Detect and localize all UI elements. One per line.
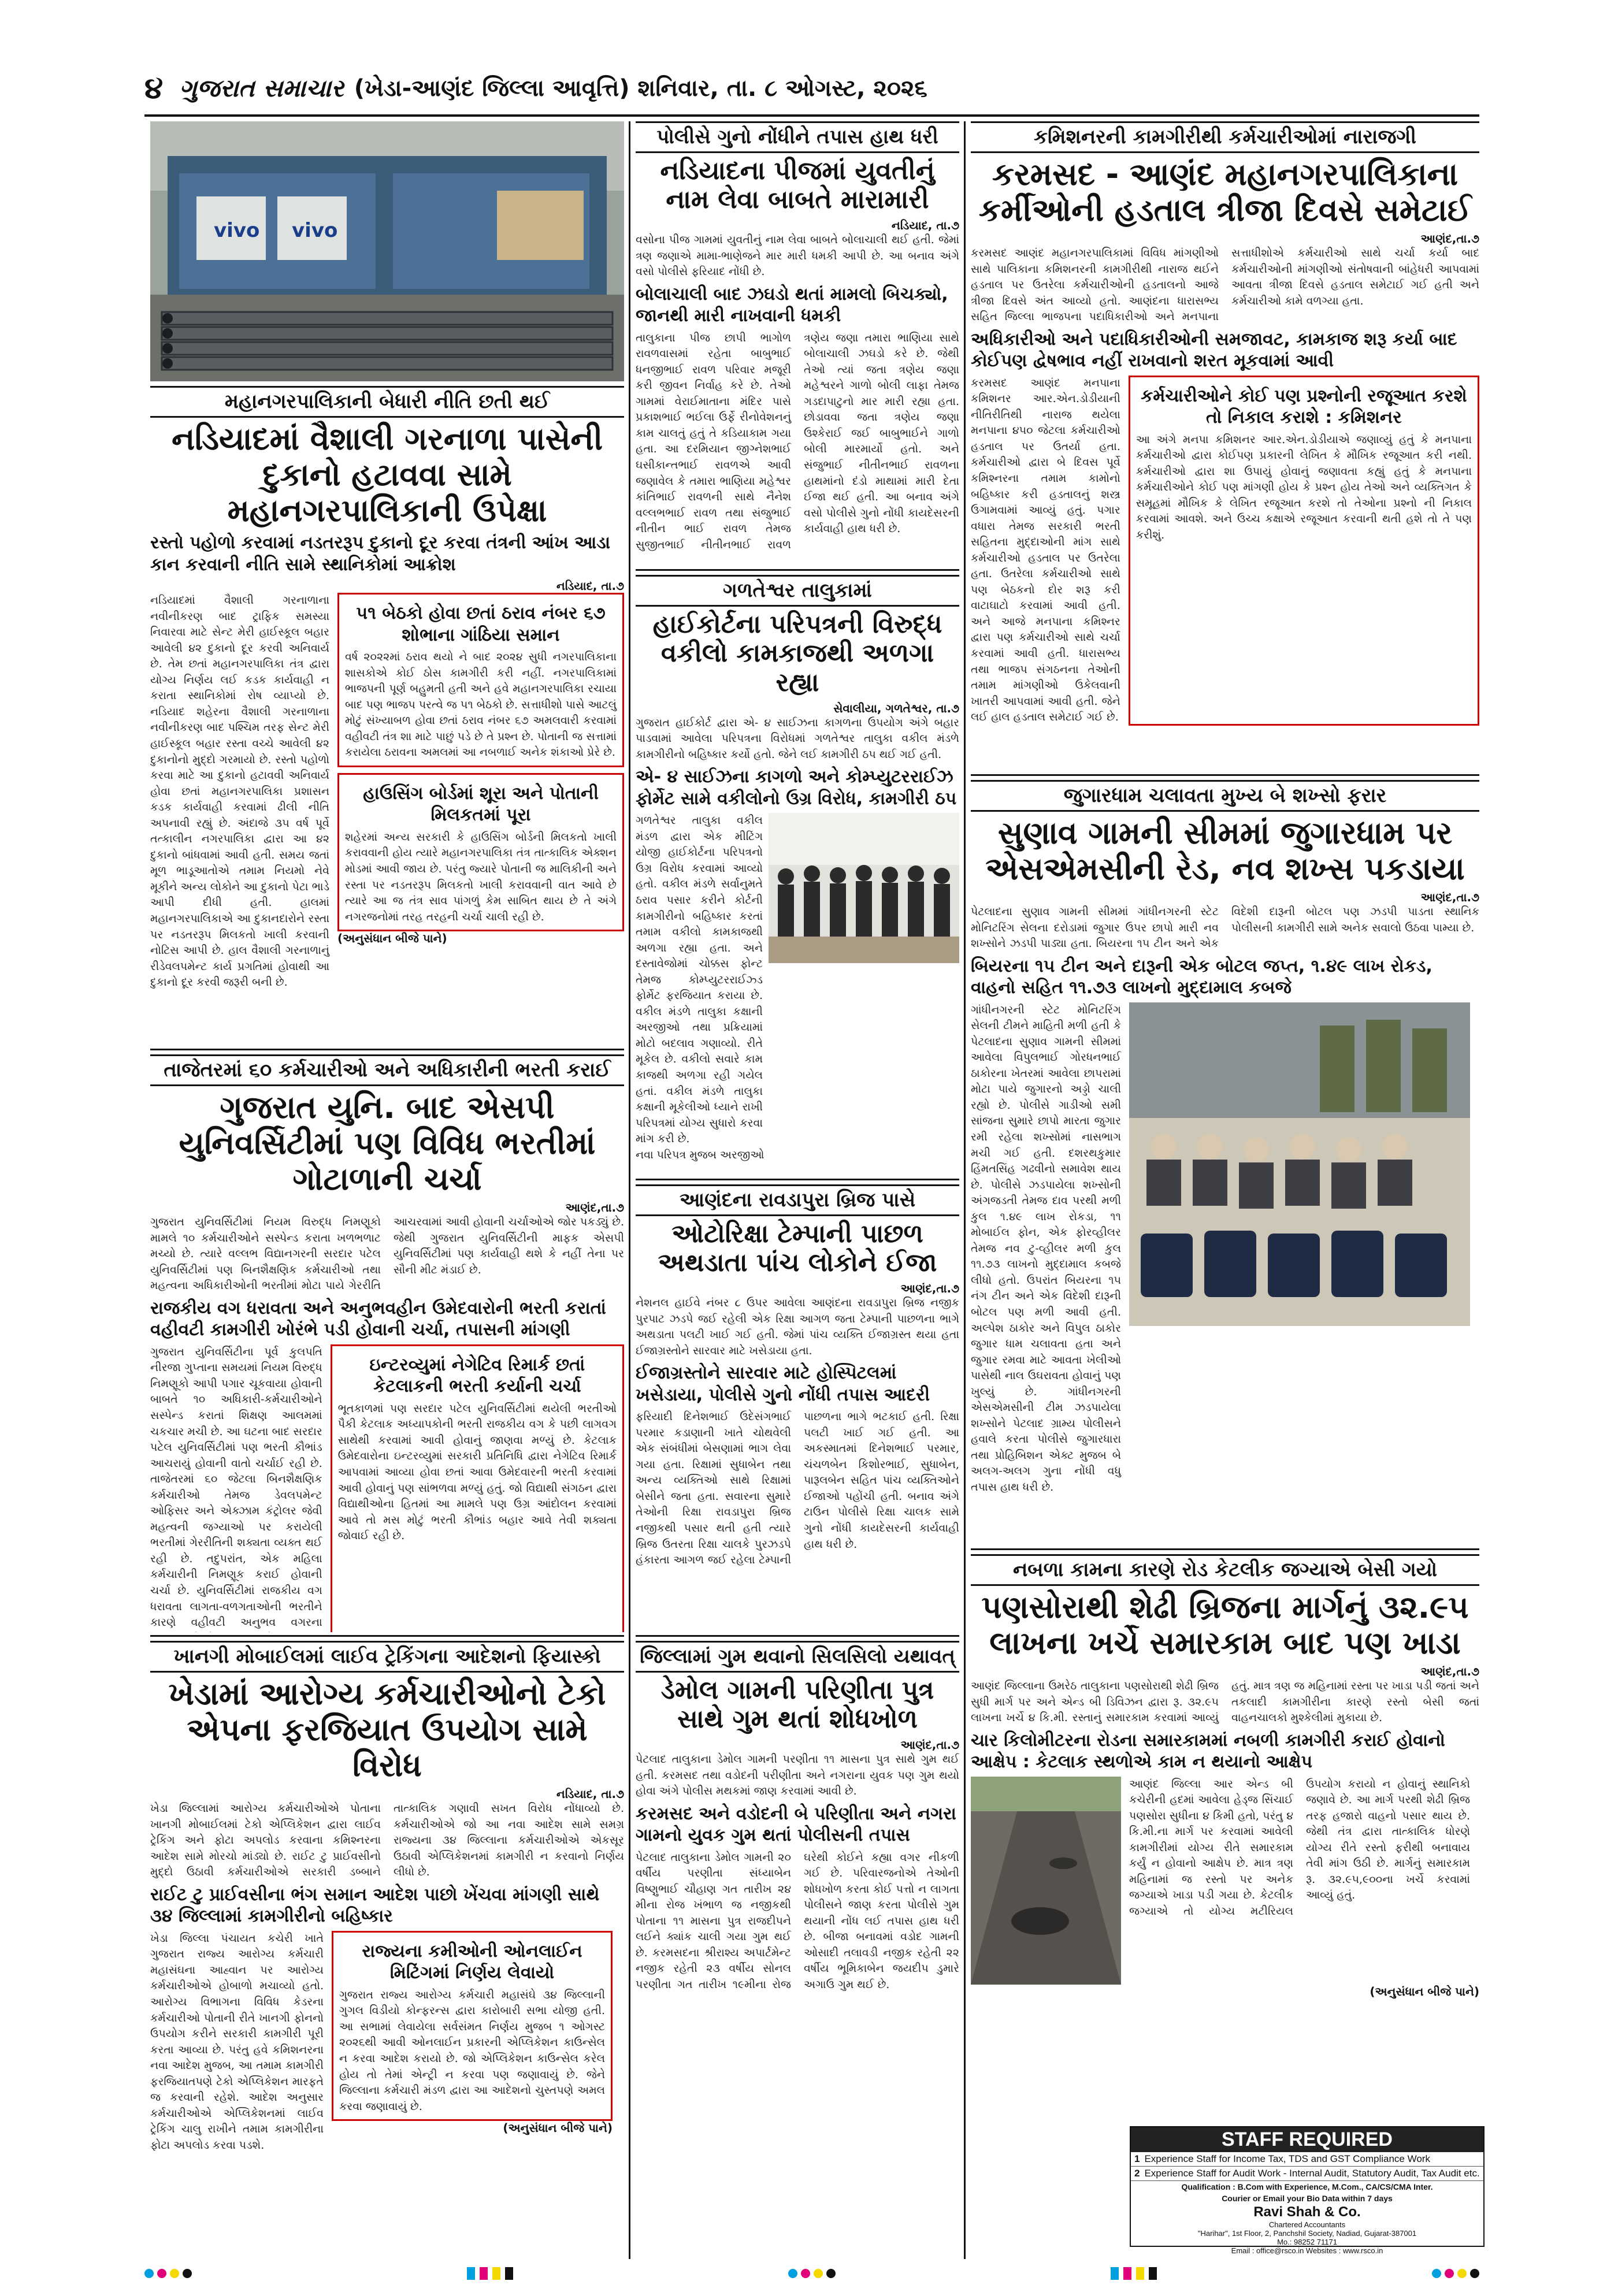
box-headline: ઇન્ટરવ્યુમાં નેગેટિવ રિમાર્ક છતાં કેટલાકની ભરતી કર્યાની ચર્ચા (369, 1354, 585, 1397)
vivo-sign: vivo (214, 219, 260, 242)
subheadline: રાજકીય વગ ધરાવતા અને અનુભવહીન ઉમેદવારોની ભરતી કરાતાં વહીવટી કામગીરી ખોરંભે પડી હોવાની ચર્ચા, તપાસની માંગણી (150, 1298, 606, 1340)
headline: નડિયાદના પીજમાં યુવતીનું નામ લેવા બાબતે મારામારી (660, 155, 935, 215)
article-lawyers-boycott (636, 575, 959, 1176)
black-bar-icon (1149, 2267, 1157, 2280)
kicker: જિલ્લામાં ગુમ થવાનો સિલસિલો યથાવત્ (636, 1641, 959, 1673)
black-dot-icon (183, 2269, 192, 2278)
article-body: ફરિયાદી દિનેશભાઈ ઉદેસંગભાઈ પરમાર કડાણાની ખાતે ચોથવેલી એક સંબંધીમાં બેસણામાં ભાગ લેવા ગયા હતા. રિક્ષામાં સુધાબેન તથા અન્ય વ્યક્તિઓ સાથે રિક્ષામાં બેસીને જતા હતા. સવારના સુમારે તેઓની રિક્ષા રાવડાપુરા બ્રિજ નજીકથી પસાર થતી હતી ત્યારે બ્રિજ ઉતરતા રિક્ષા ચાલકે પુરઝડપે હંકારતા આગળ જઈ રહેલા ટેમ્પાની પાછળના ભાગે ભટકાઈ હતી. રિક્ષા પલટી ખાઈ ગઈ હતી. આ અકસ્માતમાં દિનેશભાઈ પરમાર, ચંચળબેન કિશોરભાઈ, સુધાબેન, પારૂલબેન સહિત પાંચ વ્યક્તિઓને ઈજાઓ પહોંચી હતી. બનાવ અંગે ટાઉન પોલીસે રિક્ષા ચાલક સામે ગુનો નોંધી કાયદેસરની કાર્યવાહી હાથ ધરી છે. (636, 1410, 959, 1567)
article-body: ગુજરાત યુનિવર્સિટીમાં નિયમ વિરુદ્ધ નિમણૂકો મામલે ૧૦ કર્મચારીઓને સસ્પેન્ડ કરાતા ખળભળાટ મચ્યો છે. ત્યારે વલ્લભ વિદ્યાનગરની સરદાર પટેલ યુનિવર્સિટીમાં પણ બિનશૈક્ષણિક કર્મચારીઓ તથા મહત્વના અધિકારીઓની ભરતીમાં મોટા પાયે ગેરરીતિ આચરવામાં આવી હોવાની ચર્ચાઓએ જોર પકડ્યું છે. જેથી ગુજરાત યુનિવર્સિટીની માફક એસપી યુનિવર્સિટીમાં પણ કાર્યવાહી થશે કે નહીં તેના પર સૌની મીટ મંડાઈ છે. (150, 1216, 624, 1292)
kicker: કમિશનરની કામગીરીથી કર્મચારીઓમાં નારાજગી (971, 121, 1479, 153)
ad-item-text: Experience Staff for Income Tax, TDS and GST Compliance Work (1144, 2153, 1430, 2164)
lawyers-photo-image (769, 813, 959, 963)
ad-item-text: Experience Staff for Audit Work - Internal Audit, Statutory Audit, Tax Audit etc. (1144, 2168, 1480, 2179)
magenta-bar-icon (1123, 2267, 1131, 2280)
registration-bars (466, 2267, 514, 2280)
article-body: નેશનલ હાઈવે નંબર ૮ ઉપર આવેલા આણંદના રાવડાપુરા બ્રિજ નજીક પુરપાટ ઝડપે જઈ રહેલી એક રિક્ષા આગળ જતા ટેમ્પાની પાછળના ભાગે અથડાતા પલટી ખાઈ ગઈ હતી. જેમાં પાંચ વ્યક્તિ ઈજાગ્રસ્ત થયા હતા ઈજાગ્રસ્તોને સારવાર માટે ખસેડાયા હતા. (636, 1296, 959, 1357)
column-divider (629, 121, 630, 2259)
section-divider (636, 1635, 959, 1637)
article-strike-ends (971, 121, 1479, 771)
lawyers-photo (769, 813, 959, 963)
article-body: પેટલાદ તાલુકાના ડેમોલ ગામની પરણીતા ૧૧ માસના પુત્ર સાથે ગુમ થઈ હતી. કરમસદ તથા વડોદની પરીણીતા અને નગરાના યુવક પણ ગુમ થયો હોવા અંગે પોલીસ મથકમાં જાણ કરવામાં આવી છે. (636, 1752, 959, 1798)
dateline: આણંદ,તા.૭ (900, 1737, 959, 1752)
article-body-end: નવા પરિપત્ર મુજબ અરજીઓ (636, 1148, 765, 1161)
raid-photo-image (1129, 1002, 1470, 1326)
raid-photo (1129, 1002, 1470, 1326)
article-rickshaw-accident (636, 1184, 959, 1635)
kicker: જુગારધામ ચલાવતા મુખ્ય બે શખ્સો ફરાર (971, 780, 1479, 812)
subheadline: બોલાચાલી બાદ ઝઘડો થતાં મામલો બિચક્યો, જાનથી મારી નાખવાની ધમકી (636, 284, 948, 326)
registration-dots (1432, 2269, 1479, 2278)
section-divider (150, 1635, 624, 1637)
ad-item-number: 1 (1134, 2153, 1140, 2164)
headline: સુણાવ ગામની સીમમાં જુગારધામ પર એસએમસીની રેડ, નવ શખ્સ પકડાયા (985, 814, 1465, 887)
ad-courier-note: Courier or Email your Bio Data within 7 days (1222, 2194, 1393, 2203)
ad-qualification: Qualification : B.Com with Experience, M.Com., CA/CS/CMA Inter. (1181, 2182, 1433, 2191)
box-headline: ૫૧ બેઠકો હોવા છતાં ઠરાવ નંબર ૬૭ શોભાના ગાંઠિયા સમાન (356, 603, 606, 645)
ad-mobile: Mo.: 98252 71171 (1277, 2238, 1337, 2246)
registration-dots (144, 2269, 192, 2278)
cyan-dot-icon (1432, 2269, 1441, 2278)
headline: ઓટોરિક્ષા ટેમ્પાની પાછળ અથડાતા પાંચ લોકોને ઈજા (658, 1218, 937, 1278)
box-body: શહેરમાં અન્ય સરકારી કે હાઉસિંગ બોર્ડની મિલકતો ખાલી કરાવવાની હોય ત્યારે મહાનગરપાલિકા તંત્ર તાત્કાલિક એક્શન મોડમાં આવી જાય છે. પરંતુ જ્યારે પોતાની જ માલિકીની અને રસ્તા પર નડતરરૂપ મિલકતો ખાલી કરાવવાની વાત આવે છે ત્યારે આ જ તંત્ર સાવ પાંગળું કેમ સાબિત થાય છે તે અંગે નગરજનોમાં તરહ તરહની ચર્ચા ચાલી રહી છે. (345, 830, 617, 923)
headline: નડિયાદમાં વૈશાલી ગરનાળા પાસેની દુકાનો હટાવવા સામે મહાનગરપાલિકાની ઉપેક્ષા (171, 420, 603, 529)
dateline: નડિયાદ, તા.૭ (556, 579, 624, 593)
box-body: વર્ષ ૨૦૨૨માં ઠરાવ થયો ને બાદ ૨૦૨૪ સુધી નગરપાલિકાના શાસકોએ કોઈ ઠોસ કામગીરી કરી નહીં. નગરપાલિકામાં ભાજપની પૂર્ણ બહુમતી હતી અને હવે મહાનગરપાલિકા રચાયા બાદ પણ ભાજપ પરત્વે જ ૫૧ બેઠકો છે. સત્તાધીશો પાસે આટલું મોટું સંખ્યાબળ હોવા છતાં ઠરાવ નંબર ૬૭ અમલવારી કરવામાં વહીવટી તંત્ર શા માટે પાછું પડે છે તે પ્રશ્ન છે. પોતાની જ સત્તામાં કરાયેલા ઠરાવના અમલમાં આ નબળાઈ અનેક શંકાઓ પ્રેરે છે. (345, 651, 617, 759)
section-divider (636, 1179, 959, 1180)
article-body: ગળતેશ્વર તાલુકા વકીલ મંડળ દ્વારા એક મીટિંગ યોજી હાઈકોર્ટના પરિપત્રનો ઉગ્ર વિરોધ કરવામાં આવ્યો હતો. વકીલ મંડળે સર્વાનુમતે ઠરાવ પસાર કરીને કોર્ટની કામગીરીનો બહિષ્કાર કરતાં તમામ વકીલો કામકાજથી અળગા રહ્યા હતા. અને દસ્તાવેજોમાં ચોક્કસ ફોન્ટ તેમજ કોમ્પ્યુટરરાઈઝ્ડ ફોર્મેટ ફરજિયાત કરાયા છે. વકીલ મંડળે તાલુકા કક્ષાની અરજીઓ તથા પ્રક્રિયામાં મોટો બદલાવ ગણાવ્યો. રીતે મૂકેલ છે. વકીલો સવારે કામ કાજથી અળગા રહી ગયેલ હતાં. વકીલ મંડળે તાલુકા કક્ષાની મૂકેલીઓ ધ્યાને રાખી પરિપત્રમાં યોગ્ય સુધારો કરવા માંગ કરી છે. (636, 814, 763, 1146)
yellow-bar-icon (1136, 2267, 1144, 2280)
vivo-sign: vivo (292, 219, 338, 242)
headline: કરમસદ - આણંદ મહાનગરપાલિકાના કર્મીઓની હડતાલ ત્રીજા દિવસે સમેટાઈ (978, 155, 1472, 228)
subheadline: રસ્તો પહોળો કરવામાં નડતરરૂપ દુકાનો દૂર કરવા તંત્રની આંખ આડા કાન કરવાની નીતિ સામે સ્થાનિકોમાં આક્રોશ (150, 533, 611, 575)
box-headline: રાજ્યના કમીઓની ઓનલાઈન મિટિંગમાં નિર્ણય લેવાયો (362, 1941, 582, 1983)
shops-photo (150, 121, 624, 381)
section-divider (971, 774, 1479, 776)
dateline: આણંદ,તા.૭ (1420, 1664, 1479, 1678)
article-body: આણંદ જિલ્લાના ઉમરેઠ તાલુકાના પણસોરાથી શેઢી બ્રિજ સુધી માર્ગ પર અને એન્ડ બી ડિવિઝન દ્વારા રૂ. ૩૨.૯૫ લાખના ખર્ચે ૪ કિ.મી. રસ્તાનું સમારકામ કરવામાં આવ્યું હતું. માત્ર ત્રણ જ મહિનામાં રસ્તા પર ખાડા પડી જતાં અને તકલાદી કામગીરીના કારણે રસ્તો બેસી જતાં વાહનચાલકો મુશ્કેલીમાં મુકાયા છે. (971, 1679, 1479, 1725)
edition-date: (ખેડા-આણંદ જિલ્લા આવૃત્તિ) શનિવાર, તા. ૮ ઓગસ્ટ, ૨૦૨૬ (354, 75, 927, 102)
article-road-potholes (971, 1554, 1479, 2123)
headline: પણસોરાથી શેઢી બ્રિજના માર્ગનું ૩૨.૯૫ લાખના ખર્ચે સમારકામ બાદ પણ ખાડા (981, 1588, 1469, 1661)
headline: ડેમોલ ગામની પરિણીતા પુત્ર સાથે ગુમ થતાં શોધખોળ (660, 1675, 934, 1734)
article-missing-persons (636, 1641, 959, 2259)
article-body: ખેડા જિલ્લા પંચાયત કચેરી ખાતે ગુજરાત રાજ્ય આરોગ્ય કર્મચારી મહાસંઘના આહ્વાન પર આરોગ્ય કર્મચારીઓએ હોબાળો મચાવ્યો હતો. આરોગ્ય વિભાગના વિવિધ કેડરના કર્મચારીઓ પોતાની રીતે ખાનગી ફોનનો ઉપયોગ કરીને સરકારી કામગીરી પૂરી કરતા આવ્યા છે. પરંતુ હવે કમિશનરના નવા આદેશ મુજબ, આ તમામ કામગીરી ફરજિયાતપણે ટેકો એપ્લિકેશન મારફતે જ કરવાની રહેશે. આદેશ અનુસાર કર્મચારીઓએ એપ્લિકેશનમાં લાઈવ ટ્રેકિંગ ચાલુ રાખીને તમામ કામગીરીના ફોટા અપલોડ કરવા પડશે. (150, 1931, 324, 2152)
subheadline: રાઈટ ટુ પ્રાઈવસીના ભંગ સમાન આદેશ પાછો ખેંચવા માંગણી સાથે ૩૪ જિલ્લામાં કામગીરીનો બહિષ્કાર (150, 1884, 600, 1927)
masthead-rule (144, 114, 1479, 117)
magenta-dot-icon (1445, 2269, 1454, 2278)
subheadline: બિયરના ૧૫ ટીન અને દારૂની એક બોટલ જપ્ત, ૧.૪૯ લાખ રોકડ, વાહનો સહિત ૧૧.૭૩ લાખનો મુદ્દામાલ કબજે (971, 956, 1433, 998)
article-body: ગાંધીનગરની સ્ટેટ મોનિટરિંગ સેલની ટીમને માહિતી મળી હતી કે પેટલાદના સુણાવ ગામની સીમમાં આવેલા વિપુલભાઈ ગોરધનભાઈ ઠાકોરના ખેતરમાં આવેલા છાપરામાં મોટા પાયે જુગારનો અડ્ડો ચાલી રહ્યો છે. પોલીસે ગાડીઓ સમી સાંજના સુમારે છાપો મારતા જુગાર રમી રહેલા શખ્સોમાં નાસભાગ મચી ગઈ હતી. દશરથકુમાર હિંમતસિંહ ગઢવીનો સમાવેશ થાય છે. પોલીસે ઝડપાયેલા શખ્સોની અંગજડતી તેમજ દાવ પરથી મળી કુલ ૧.૪૯ લાખ રોકડા, ૧૧ મોબાઈલ ફોન, એક ફોરવ્હીલર તેમજ નવ ટુ-વ્હીલર મળી કુલ ૧૧.૭૩ લાખનો મુદ્દામાલ કબજે લીધો હતો. ઉપરાંત બિયરના ૧૫ નંગ ટીન અને એક વિદેશી દારૂની બોટલ પણ મળી આવી હતી. અલ્પેશ ઠાકોર અને વિપુલ ઠાકોર જુગાર ધામ ચલાવતા હતા અને જુગાર રમવા માટે આવતા ખેલીઓ પાસેથી નાલ ઉઘરાવતા હોવાનું પણ ખુલ્યું છે. ગાંધીનગરની એસએમસીની ટીમ ઝડપાયેલા શખ્સોને પેટલાદ ગ્રામ્ય પોલીસને હવાલે કરતા પોલીસે જુગારધારા તથા પ્રોહિબિશન એક્ટ મુજબ બે અલગ-અલગ ગુના નોંધી વધુ તપાસ હાથ ધરી છે. (971, 1003, 1121, 1494)
ad-item (1131, 2152, 1483, 2167)
black-dot-icon (826, 2269, 836, 2278)
kicker: આણંદના રાવડાપુરા બ્રિજ પાસે (636, 1184, 959, 1216)
dateline: આણંદ,તા.૭ (900, 1281, 959, 1295)
magenta-dot-icon (157, 2269, 166, 2278)
magenta-bar-icon (480, 2267, 488, 2280)
ad-email: Email : office@rsco.in Websites : www.rsco.in (1231, 2246, 1383, 2255)
ad-title: STAFF REQUIRED (1131, 2127, 1483, 2152)
article-sp-university (150, 1054, 624, 1632)
article-body: આણંદ જિલ્લા આર એન્ડ બી કચેરીની હદમાં આવેલા હેડ્જ સિંચાઈ પણસોરા સુધીના ૪ કિમી હતો, પરંતુ ૪ કિ.મી.ના માર્ગ પર કરવામાં આવેલી કામગીરીમાં યોગ્ય રીતે સમારકામ કર્યું ન હોવાનો આક્ષેપ છે. માત્ર ત્રણ મહિનામાં જ રસ્તો પર અનેક જગ્યાએ ખાડા પડી ગયા છે. કેટલીક જગ્યાએ તો યોગ્ય મટીરિયલ ઉપયોગ કરાયો ન હોવાનું સ્થાનિકો જણાવે છે. આ માર્ગ પરથી શેઢી બ્રિજ તરફ હજારો વાહનો પસાર થાય છે. જેથી તંત્ર દ્વારા તાત્કાલિક ધોરણે યોગ્ય રીતે રસ્તો ફરીથી બનાવાય તેવી માંગ ઉઠી છે. માર્ગનું સમારકામ રૂ. ૩૨.૯૫,૯૦૦ના ખર્ચે કરવામાં આવ્યું હતું. (1129, 1777, 1470, 1918)
cyan-dot-icon (144, 2269, 154, 2278)
dateline: નડિયાદ, તા.૭ (556, 1787, 624, 1801)
section-divider (971, 1548, 1479, 1550)
continued-note: (અનુસંધાન બીજે પાને) (503, 2121, 613, 2135)
dateline: આણંદ,તા.૭ (1420, 231, 1479, 246)
kicker: ખાનગી મોબાઈલમાં લાઈવ ટ્રેકિંગના આદેશનો ફિયાસ્કો (150, 1641, 624, 1673)
kicker: તાજેતરમાં ૬૦ કર્મચારીઓ અને અધિકારીની ભરતી કરાઈ (150, 1054, 624, 1086)
box-body: ભૂતકાળમાં પણ સરદાર પટેલ યુનિવર્સિટીમાં થયેલી ભરતીઓ પૈકી કેટલાક અધ્યાપકોની ભરતી રાજકીય વગ કે પછી લાગવગ સાથેથી કરવામાં આવી હોવાનું જાણવા મળ્યું છે. કેટલાક ઉમેદવારોના ઇન્ટરવ્યુમાં સરકારી પ્રતિનિધિ દ્વારા નેગેટિવ રિમાર્ક આપવામાં આવ્યા હોવા છતાં આવા ઉમેદવારની ભરતી કરવામાં આવી હોવાનું પણ સાંભળવા મળ્યું હતું. જો વિદ્યાથી સંગઠન દ્વારા વિદ્યાથીઓના હિતમાં આ મામલે પણ ઉગ્ર આંદોલન કરવામાં આવે તો મસ મોટું ભરતી કૌભાંડ બહાર આવે તેવી શક્યતા જોવાઈ રહી છે. (337, 1402, 617, 1543)
page-number: ૪ (144, 70, 164, 106)
cyan-dot-icon (788, 2269, 797, 2278)
sidebar-box (331, 1344, 624, 1632)
continued-note: (અનુસંધાન બીજે પાને) (1370, 1984, 1479, 1998)
staff-required-ad (1130, 2126, 1485, 2255)
box-body: ગુજરાત રાજ્ય આરોગ્ય કર્મચારી મહાસંઘે ૩૪ જિલ્લાની ગુગલ વિડીયો કોન્ફરન્સ દ્વારા કારોબારી સભા યોજી હતી. આ સભામાં લેવાયેલા સર્વસંમત નિર્ણય મુજબ ૧ ઓગસ્ટ ૨૦૨૬થી આવી ઓનલાઈન પ્રકારની એપ્લિકેશન કાઉન્સેલ ન કરવા આદેશ કરાયો છે. જો એપ્લિકેશન કાઉન્સેલ કરેલ હોય તો તેમાં એન્ટ્રી ન કરવા પણ જણાવાયું છે. જેને જિલ્લાના કર્મચારી મંડળ દ્વારા આ આદેશનો ચુસ્તપણે અમલ કરવા જણાવાયું છે. (339, 1988, 605, 2113)
box-headline: કર્મચારીઓને કોઈ પણ પ્રશ્નોની રજૂઆત કરશે તો નિકાલ કરાશે : કમિશનર (1141, 385, 1467, 428)
ad-item-number: 2 (1134, 2168, 1140, 2179)
article-body: ગુજરાત યુનિવર્સિટીના પૂર્વ કુલપતિ નીરજા ગુપ્તાના સમયમાં નિયમ વિરુદ્ધ નિમણૂકો આપી પગાર ચૂકવાયા હોવાની બાબતે ૧૦ અધિકારી-કર્મચારીઓને સસ્પેન્ડ કરાતાં શિક્ષણ આલમમાં ચકચાર મચી છે. આ ઘટના બાદ સરદાર પટેલ યુનિવર્સિટીમાં પણ ભરતી કૌભાંડ આચરાયું હોવાની વાતો ચર્ચાઈ રહી છે. તાજેતરમાં ૬૦ જેટલા બિનશૈક્ષણિક કર્મચારીઓ તેમજ ડેવલપમેન્ટ ઓફિસર અને એક્ઝામ કંટ્રોલર જેવી મહત્વની જગ્યાઓ પર કરાયેલી ભરતીમાં ગેરરીતિની શક્યતા વ્યક્ત થઈ રહી છે. તદુપરાંત, એક મહિલા કર્મચારીની નિમણૂક કરાઈ હોવાની ચર્ચા છે. યુનિવર્સિટીમાં રાજકીય વગ ધરાવતા લાગતા-વળગતાઓની ભરતીને કારણે વહીવટી અનુભવ વગરના (150, 1345, 322, 1629)
registration-bars (1110, 2267, 1157, 2280)
paper-title: ગુજરાત સમાચાર (179, 74, 344, 102)
article-body: ગુજરાત હાઈકોર્ટ દ્વારા એ- ૪ સાઈઝના કાગળના ઉપયોગ અંગે બહાર પાડવામાં આવેલા પરિપત્રના વિરોધમાં ગળતેશ્વર તાલુકા વકીલ મંડળે કામગીરીનો બહિષ્કાર કર્યો હતો. જેને લઈ કામગીરી ઠપ થઈ ગઈ હતી. (636, 716, 959, 761)
dateline: સેવાલીયા, ગળતેશ્વર, તા.૭ (833, 701, 959, 715)
article-body: કરમસદ આણંદ મનપાના કમિશનર આર.એન.ડોડીયાની નીતિરીતિથી નારાજ થયેલા મનપાના ૪૫૦ જેટલા કર્મચારીઓ હડતાલ પર ઉતર્યા હતા. કર્મચારીઓ દ્વારા બે દિવસ પૂર્વે કમિશ્નરના તમામ કામોનો બહિષ્કાર કરી હડતાલનું શસ્ત્ર ઉગામવામાં આવ્યું હતું. પગાર વધારા તેમજ સરકારી ભરતી સહિતના મુદ્દાઓની માંગ સાથે કર્મચારીઓ હડતાલ પર ઉતરેલા હતા. ઉતરેલા કર્મચારીઓ સાથે પણ બેઠકનો દોર શરૂ કરી વાટાઘાટો કરવામાં આવી હતી. અને આજે મનપાના કમિશ્નર દ્વારા પણ કર્મચારીઓ સાથે ચર્ચા કરવામાં આવી હતી. ધારાસભ્ય તથા ભાજપ સંગઠનના તેઓની તમામ માંગણીઓ ઉકેલવાની ખાતરી આપવામાં આવી હતી. જેને લઈ હાલ હડતાલ સમેટાઈ ગઈ છે. (971, 376, 1120, 724)
article-body: કરમસદ આણંદ મહાનગરપાલિકામાં વિવિધ માંગણીઓ સાથે પાલિકાના કમિશનરની કામગીરીથી નારાજ થઈને હડતાલ પર ઉતરેલા કર્મચારીઓની હડતાલનો આજે ત્રીજા દિવસે અંત આવ્યો હતો. આણંદના ધારાસભ્ય સહિત જિલ્લા ભાજપના પદાધિકારીઓ અને મનપાના સત્તાધીશોએ કર્મચારીઓ સાથે ચર્ચા કર્યા બાદ કર્મચારીઓની માંગણીઓ સંતોષવાની બાંહેધરી આપવામાં આવતા ત્રીજા દિવસે હડતાલ સમેટાઈ ગઈ હતી અને કર્મચારીઓ કામે વળગ્યા હતા. (971, 246, 1479, 324)
subheadline: એ- ૪ સાઈઝના કાગળો અને કોમ્પ્યુટરરાઈઝ ફોર્મેટ સામે વકીલોનો ઉગ્ર વિરોધ, કામગીરી ઠપ (636, 767, 957, 809)
sidebar-box (1129, 376, 1479, 726)
dateline: આણંદ,તા.૭ (1420, 890, 1479, 904)
cyan-bar-icon (1111, 2267, 1119, 2280)
section-divider (150, 1049, 624, 1050)
yellow-dot-icon (814, 2269, 823, 2278)
article-shops-removal (150, 386, 624, 1045)
road-photo (971, 1777, 1121, 1985)
ad-firm-sub: Chartered Accountants (1268, 2220, 1346, 2229)
registration-dots (788, 2269, 836, 2278)
article-body: પેટલાદના સુણાવ ગામની સીમમાં ગાંધીનગરની સ્ટેટ મોનિટરિંગ સેલના દરોડામાં જુગાર ઉપર છાપો મારી નવ શખ્સોને ઝડપી પાડ્યા હતા. બિયરના ૧૫ ટીન અને એક વિદેશી દારૂની બોટલ પણ ઝડપી પાડતા સ્થાનિક પોલીસની કામગીરી સામે અનેક સવાલો ઉઠવા પામ્યા છે. (971, 905, 1479, 950)
kicker: મહાનગરપાલિકાની બેધારી નીતિ છતી થઈ (150, 386, 624, 418)
road-photo-image (971, 1777, 1121, 1985)
kicker: પોલીસે ગુનો નોંધીને તપાસ હાથ ધરી (636, 121, 959, 153)
article-pij-fight (636, 121, 959, 566)
headline: ખેડામાં આરોગ્ય કર્મચારીઓનો ટેકો એપના ફરજિયાત ઉપયોગ સામે વિરોધ (168, 1675, 606, 1784)
yellow-dot-icon (170, 2269, 179, 2278)
dateline: આણંદ,તા.૭ (565, 1201, 624, 1215)
ad-address: "Harihar", 1st Floor, 2, Panchshil Society, Nadiad, Gujarat-387001 (1197, 2229, 1417, 2238)
ad-firm-name: Ravi Shah & Co. (1253, 2204, 1361, 2220)
article-body: પેટલાદ તાલુકાના ડેમોલ ગામની ૨૦ વર્ષીય પરણીતા સંધ્યાબેન વિષ્ણુભાઈ ચૌહાણ ગત તારીખ ૨૪ મીના રોજ ખંભાળ જ નજીકથી પોતાના ૧૧ માસના પુત્ર રાજદીપને લઈને ક્યાંક ચાલી ગયા ગુમ થઈ છે. કરમસદના શ્રીરાશ્ય અપાર્ટમેન્ટ નજીક રહેતી ૨૩ વર્ષીય સોનલ પરણીતા ગત તારીખ ૧૯મીના રોજ ઘરેથી કોઈને કહ્યા વગર નીકળી ગઈ છે. પરિવારજનોએ તેઓની શોધખોળ કરતા કોઈ પત્તો ન લાગતા પોલીસને જાણ કરતા પોલીસે ગુમ થયાની નોંધ લઈ તપાસ હાથ ધરી છે. બીજા બનાવમાં વડોદ ગામની ઓસાદી તલાવડી નજીક રહેતી ૨૨ વર્ષીય ભૂમિકાબેન જયદીપ ડુમારે અગાઉ ગુમ થઈ છે. (636, 1851, 959, 1991)
section-divider (636, 569, 959, 571)
magenta-dot-icon (801, 2269, 810, 2278)
box-body: આ અંગે મનપા કમિશનર આર.એન.ડોડીયાએ જણાવ્યું હતું કે મનપાના કર્મચારીઓ દ્વારા કોઈપણ પ્રકારની લેખિત કે મૌખિક રજૂઆત કરી નથી. કર્મચારીઓ દ્વારા શા ઉપાયું હોવાનું જણાવતા કહ્યું હતું કે મનપાના કર્મચારીઓને કોઈ પણ માંગણી હોય કે પ્રશ્ન હોય તેઓ અને વ્યક્તિગત કે સમૂહમાં મૌખિક કે લેખિત રજૂઆત કરશે તો તેઓના પ્રશ્નો ની નિકાલ કરવામાં આવશે. અને ઉચ્ચ કક્ષાએ રજૂઆત કરવાની થતી હશે તો તે પણ કરીશું. (1135, 433, 1472, 541)
subheadline: ઈજાગ્રસ્તોને સારવાર માટે હોસ્પિટલમાં ખસેડાયા, પોલીસે ગુનો નોંધી તપાસ આદરી (636, 1363, 930, 1405)
article-body: તાલુકાના પીજ છાપી ભાગોળ રાવળવાસમાં રહેતા બાબુભાઈ ધનજીભાઈ રાવળ પરિવાર મજૂરી કરી જીવન નિર્વાહ કરે છે. તેઓ ગામમાં વેરાઈમાતાના મંદિર પાસે પ્રકાશભાઈ ભઈલા ઉર્ફે રીનોવેશનનું કામ ચાલતું હતું તે કડિયાકામ ગયા હતા. આ દરમિયાન જીગ્નેશભાઈ ઘસીકાન્તભાઈ રાવળએ આવી જણાવેલ કે તમારા ભાણિયા મહેશ્વર કાંતિભાઈ રાવળની સાથે નૈનેશ વલ્લભભાઈ રાવળ તથા સંજુભાઈ નીતીન ભાઈ રાવળ તેમજ સુજીતભાઈ નીતીનભાઈ રાવળ ત્રણેય જણા તમારા ભાણિયા સાથે બોલાચાલી ઝઘડો કરે છે. જેથી તેઓ ત્યાં જતા ત્રણેય જણા મહેશ્વરને ગાળો બોલી લાફા તેમજ ગડદાપાટુનો માર મારી રહ્યા હતા. છોડાવવા જતા ત્રણેય જણા ઉશ્કેરાઈ જઈ બાબુભાઈને ગાળો બોલી મારમાર્યો હતો. અને સંજુભાઈ નીતીનભાઈ રાવળના હાથમાંનો દંડો માથામાં મારી દેતા ઈજા થઈ હતી. આ બનાવ અંગે વસો પોલીસે ગુનો નોંધી કાયદેસરની કાર્યવાહી હાથ ધરી છે. (636, 331, 959, 551)
shops-photo-image (150, 121, 624, 381)
article-health-workers (150, 1641, 624, 2259)
dateline: નડિયાદ, તા.૭ (891, 218, 959, 232)
sidebar-box (332, 1931, 613, 2121)
subheadline: ચાર કિલોમીટરના રોડના સમારકામમાં નબળી કામગીરી કરાઈ હોવાનો આક્ષેપ : કેટલાક સ્થળોએ કામ ન થયાનો આક્ષેપ (971, 1730, 1445, 1773)
box-headline: હાઉસિંગ બોર્ડમાં શૂરા અને પોતાની મિલકતમાં પૂરા (363, 783, 599, 826)
yellow-dot-icon (1457, 2269, 1467, 2278)
sidebar-box (337, 593, 624, 767)
print-registration-marks (144, 2265, 1479, 2282)
headline: હાઈકોર્ટના પરિપત્રની વિરુદ્ધ વકીલો કામકાજથી અળગા રહ્યા (652, 609, 942, 697)
ad-item (1131, 2167, 1483, 2181)
kicker: નબળા કામના કારણે રોડ કેટલીક જગ્યાએ બેસી ગયો (971, 1554, 1479, 1586)
subheadline: કરમસદ અને વડોદની બે પરિણીતા અને નગરા ગામનો યુવક ગુમ થતાં પોલીસની તપાસ (636, 1803, 956, 1846)
cyan-bar-icon (467, 2267, 475, 2280)
column-divider (964, 121, 966, 2259)
article-body: ખેડા જિલ્લામાં આરોગ્ય કર્મચારીઓએ પોતાના ખાનગી મોબાઈલમાં ટેકો એપ્લિકેશન દ્વારા લાઈવ ટ્રેકિંગ અને ફોટા અપલોડ કરવાના કમિશ્નરના આદેશ સામે મોરચો માંડ્યો છે. રાઈટ ટુ પ્રાઈવસીનો મુદ્દો ઉઠાવી કર્મચારીઓએ સરકારી ડબ્બાને તાત્કાલિક ગણાવી સખત વિરોધ નોંધાવ્યો છે. કર્મચારીઓએ જો આ નવા આદેશ સામે સમગ્ર રાજ્યના ૩૪ જિલ્લાના કર્મચારીઓએ એકસૂર ઉઠાવી એપ્લિકેશનમાં કામગીરી ન કરવાનો નિર્ણય લીધો છે. (150, 1802, 624, 1879)
headline: ગુજરાત યુનિ. બાદ એસપી યુનિવર્સિટીમાં પણ વિવિધ ભરતીમાં ગોટાળાની ચર્ચા (179, 1088, 596, 1197)
black-dot-icon (1470, 2269, 1479, 2278)
article-gambling-raid (971, 780, 1479, 1545)
yellow-bar-icon (492, 2267, 500, 2280)
article-body: નડિયાદમાં વૈશાલી ગરનાળાના નવીનીકરણ બાદ ટ્રાફિક સમસ્યા નિવારવા માટે સેન્ટ મેરી હાઈસ્કૂલ બહાર આવેલી ૪૨ દુકાનો દૂર કરવી અનિવાર્ય છે. તેમ છતાં મહાનગરપાલિકા તંત્ર દ્વારા યોગ્ય નિર્ણય લઈ કડક કાર્યવાહી ન કરાતા સ્થાનિકોમાં રોષ વ્યાપ્યો છે. નડિયાદ શહેરના વૈશાલી ગરનાળાના નવીનીકરણ બાદ પશ્ચિમ તરફ સેન્ટ મેરી હાઈસ્કૂલ બહાર રસ્તા વચ્ચે આવેલી ૪૨ દુકાનોનો મુદ્દો ગરમાયો છે. રસ્તો પહોળો કરવા માટે આ દુકાનો હટાવવી અનિવાર્ય હોવા છતાં મહાનગરપાલિકા પ્રશાસન કડક કાર્યવાહી કરવામાં ઢીલી નીતિ અપનાવી રહ્યું છે. અંદાજે ૩૫ વર્ષ પૂર્વે તત્કાલીન નગરપાલિકા દ્વારા આ ૪૨ દુકાનો બાંધવામાં આવી હતી. સમય જતાં મૂળ ભાડૂઆતોએ તમામ નિયમો નેવે મૂકીને અન્ય લોકોને આ દુકાનો પેટા ભાડે આપી દીધી હતી. હાલમાં મહાનગરપાલિકાએ આ દુકાનદારોને રસ્તા પર નડતરરૂપ મિલકતો ખાલી કરવાની નોટિસ આપી છે. હાલ વૈશાલી ગરનાળાનું રીડેવલપમેન્ટ કાર્ય પ્રગતિમાં હોવાથી આ દુકાનો દૂર કરવી જરૂરી બની છે. (150, 594, 329, 989)
black-bar-icon (505, 2267, 513, 2280)
article-body: વસોના પીજ ગામમાં યુવતીનું નામ લેવા બાબતે બોલાચાલી થઈ હતી. જેમાં ત્રણ જણાએ મામા-ભાણેજને માર મારી ધમકી આપી છે. આ બનાવ અંગે વસો પોલીસે ફરિયાદ નોંધી છે. (636, 233, 959, 278)
continued-note: (અનુસંધાન બીજે પાને) (337, 931, 447, 946)
kicker: ગળતેશ્વર તાલુકામાં (636, 575, 959, 607)
masthead (144, 68, 1479, 109)
sidebar-box (337, 773, 624, 931)
subheadline: અધિકારીઓ અને પદાધિકારીઓની સમજાવટ, કામકાજ શરૂ કર્યા બાદ કોઈપણ દ્વેષભાવ નહીં રાખવાનો શરત મૂકવામાં આવી (971, 329, 1457, 371)
